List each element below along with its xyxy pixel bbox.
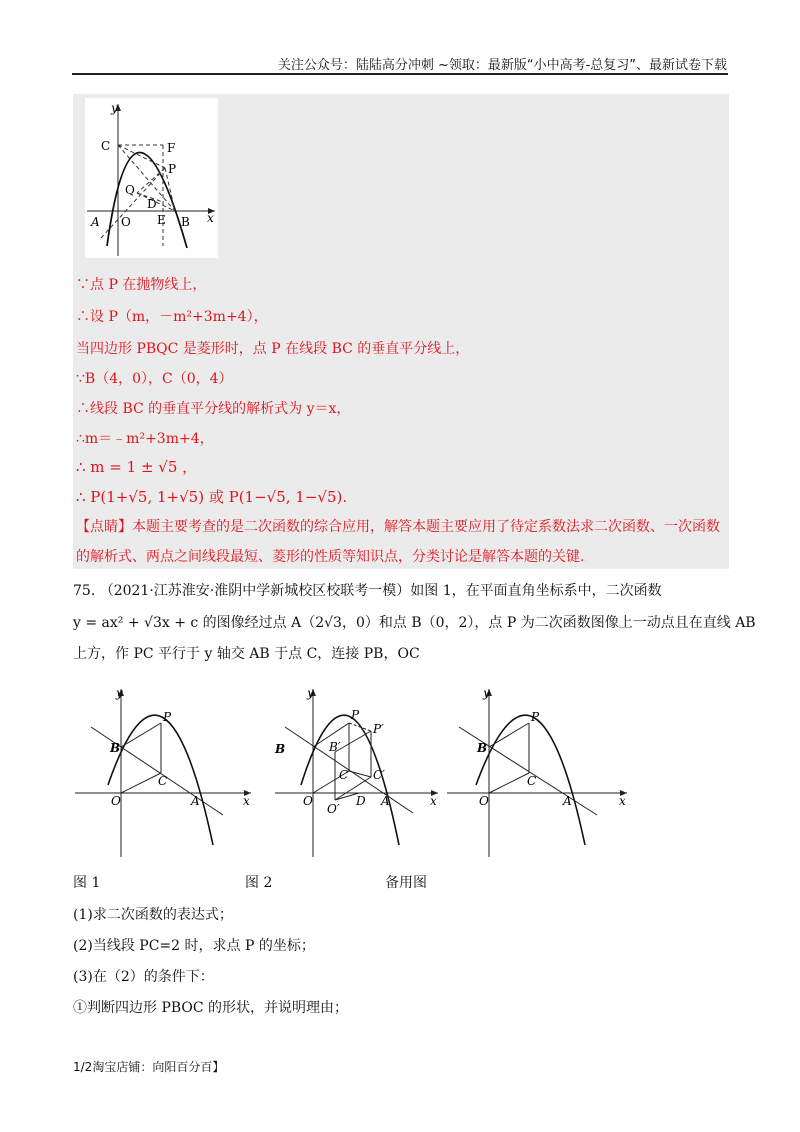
caption-figure-2: 图 2 <box>245 875 273 891</box>
fig3-label-A: A <box>563 794 572 808</box>
fig2-label-Bprime: B′ <box>329 740 341 754</box>
fig1-label-B: B <box>110 741 121 755</box>
fig3-label-P: P <box>531 710 540 724</box>
question-3: (3)在（2）的条件下： <box>73 969 214 985</box>
fig3-label-O: O <box>479 794 489 808</box>
solution-line-1: ∵点 P 在抛物线上， <box>76 277 207 293</box>
fig3-label-C: C <box>527 774 537 788</box>
solution-line-8: ∴ P(1+√5, 1+√5) 或 P(1−√5, 1−√5). <box>76 488 348 506</box>
fig3-label-x: x <box>619 794 626 808</box>
fig2-label-Oprime: O′ <box>327 802 340 816</box>
label-Q: Q <box>125 183 135 197</box>
page-header: 关注公众号：陆陆高分冲刺 ~领取：最新版“小中高考-总复习”、最新试卷下载 <box>277 58 727 73</box>
fig1-label-P: P <box>163 710 172 724</box>
fig1-label-O: O <box>111 794 121 808</box>
figures-row <box>73 685 733 860</box>
fig1-label-A: A <box>191 794 200 808</box>
solution-line-3: 当四边形 PBQC 是菱形时，点 P 在线段 BC 的垂直平分线上， <box>76 341 470 357</box>
problem-line-2: y = ax² + √3x + c 的图像经过点 A（2√3，0）和点 B（0，2），点 P 为二次函数图像上一动点且在直线 AB <box>73 615 756 631</box>
fig2-label-O: O <box>303 794 313 808</box>
header-rule <box>72 73 728 75</box>
problem-line-1: 75. （2021·江苏淮安·淮阴中学新城校区校联考一模）如图 1，在平面直角坐标系中，二次函数 <box>73 583 662 599</box>
fig2-label-C: C <box>339 768 349 782</box>
label-E: E <box>157 213 166 227</box>
figure-backup <box>445 685 630 860</box>
solution-line-5: ∴线段 BC 的垂直平分线的解析式为 y＝x， <box>76 401 351 417</box>
comment-line-1: 【点睛】本题主要考查的是二次函数的综合应用，解答本题主要应用了待定系数法求二次函数、一次函数 <box>76 519 720 535</box>
label-y: y <box>111 101 118 115</box>
fig2-label-x: x <box>430 794 437 808</box>
label-O: O <box>121 215 131 229</box>
solution-box <box>73 94 729 569</box>
caption-backup-figure: 备用图 <box>385 875 427 891</box>
parabola-figure-top <box>85 98 218 258</box>
solution-line-6: ∴m＝﹣m²+3m+4， <box>76 431 214 447</box>
fig2-label-D: D <box>356 794 366 808</box>
fig1-label-y: y <box>116 686 123 700</box>
label-P: P <box>168 162 177 176</box>
problem-line-3: 上方，作 PC 平行于 y 轴交 AB 于点 C，连接 PB，OC <box>73 646 420 662</box>
page-footer: 1/2淘宝店铺：向阳百分百】 <box>73 1060 225 1074</box>
label-C: C <box>101 139 111 153</box>
label-x: x <box>207 211 214 225</box>
figure-2 <box>273 685 443 860</box>
caption-figure-1: 图 1 <box>73 875 101 891</box>
fig2-label-y: y <box>307 686 314 700</box>
comment-line-2: 的解析式、两点之间线段最短、菱形的性质等知识点，分类讨论是解答本题的关键. <box>76 549 585 565</box>
fig2-label-P: P <box>351 708 360 722</box>
fig2-label-A: A <box>381 794 390 808</box>
label-F: F <box>167 141 176 155</box>
fig2-label-Cprime: C′ <box>373 768 385 782</box>
fig3-label-B: B <box>477 741 488 755</box>
figure-1 <box>73 685 253 860</box>
question-3-part-1: ①判断四边形 PBOC 的形状，并说明理由； <box>73 1000 349 1016</box>
question-1: (1)求二次函数的表达式； <box>73 907 233 923</box>
solution-line-7: ∴ m = 1 ± √5 ， <box>76 458 198 476</box>
solution-line-4: ∵B（4，0），C（0，4） <box>76 371 233 387</box>
solution-line-2: ∴设 P（m，－m²+3m+4）， <box>76 309 268 325</box>
fig2-label-B: B <box>275 742 286 756</box>
label-B: B <box>181 215 190 229</box>
question-2: (2)当线段 PC=2 时，求点 P 的坐标； <box>73 938 315 954</box>
label-A: A <box>91 215 100 229</box>
fig1-label-x: x <box>243 794 250 808</box>
fig3-label-y: y <box>483 686 490 700</box>
label-D: D <box>147 197 157 211</box>
fig2-label-Pprime: P′ <box>373 722 384 736</box>
fig1-label-C: C <box>158 774 168 788</box>
